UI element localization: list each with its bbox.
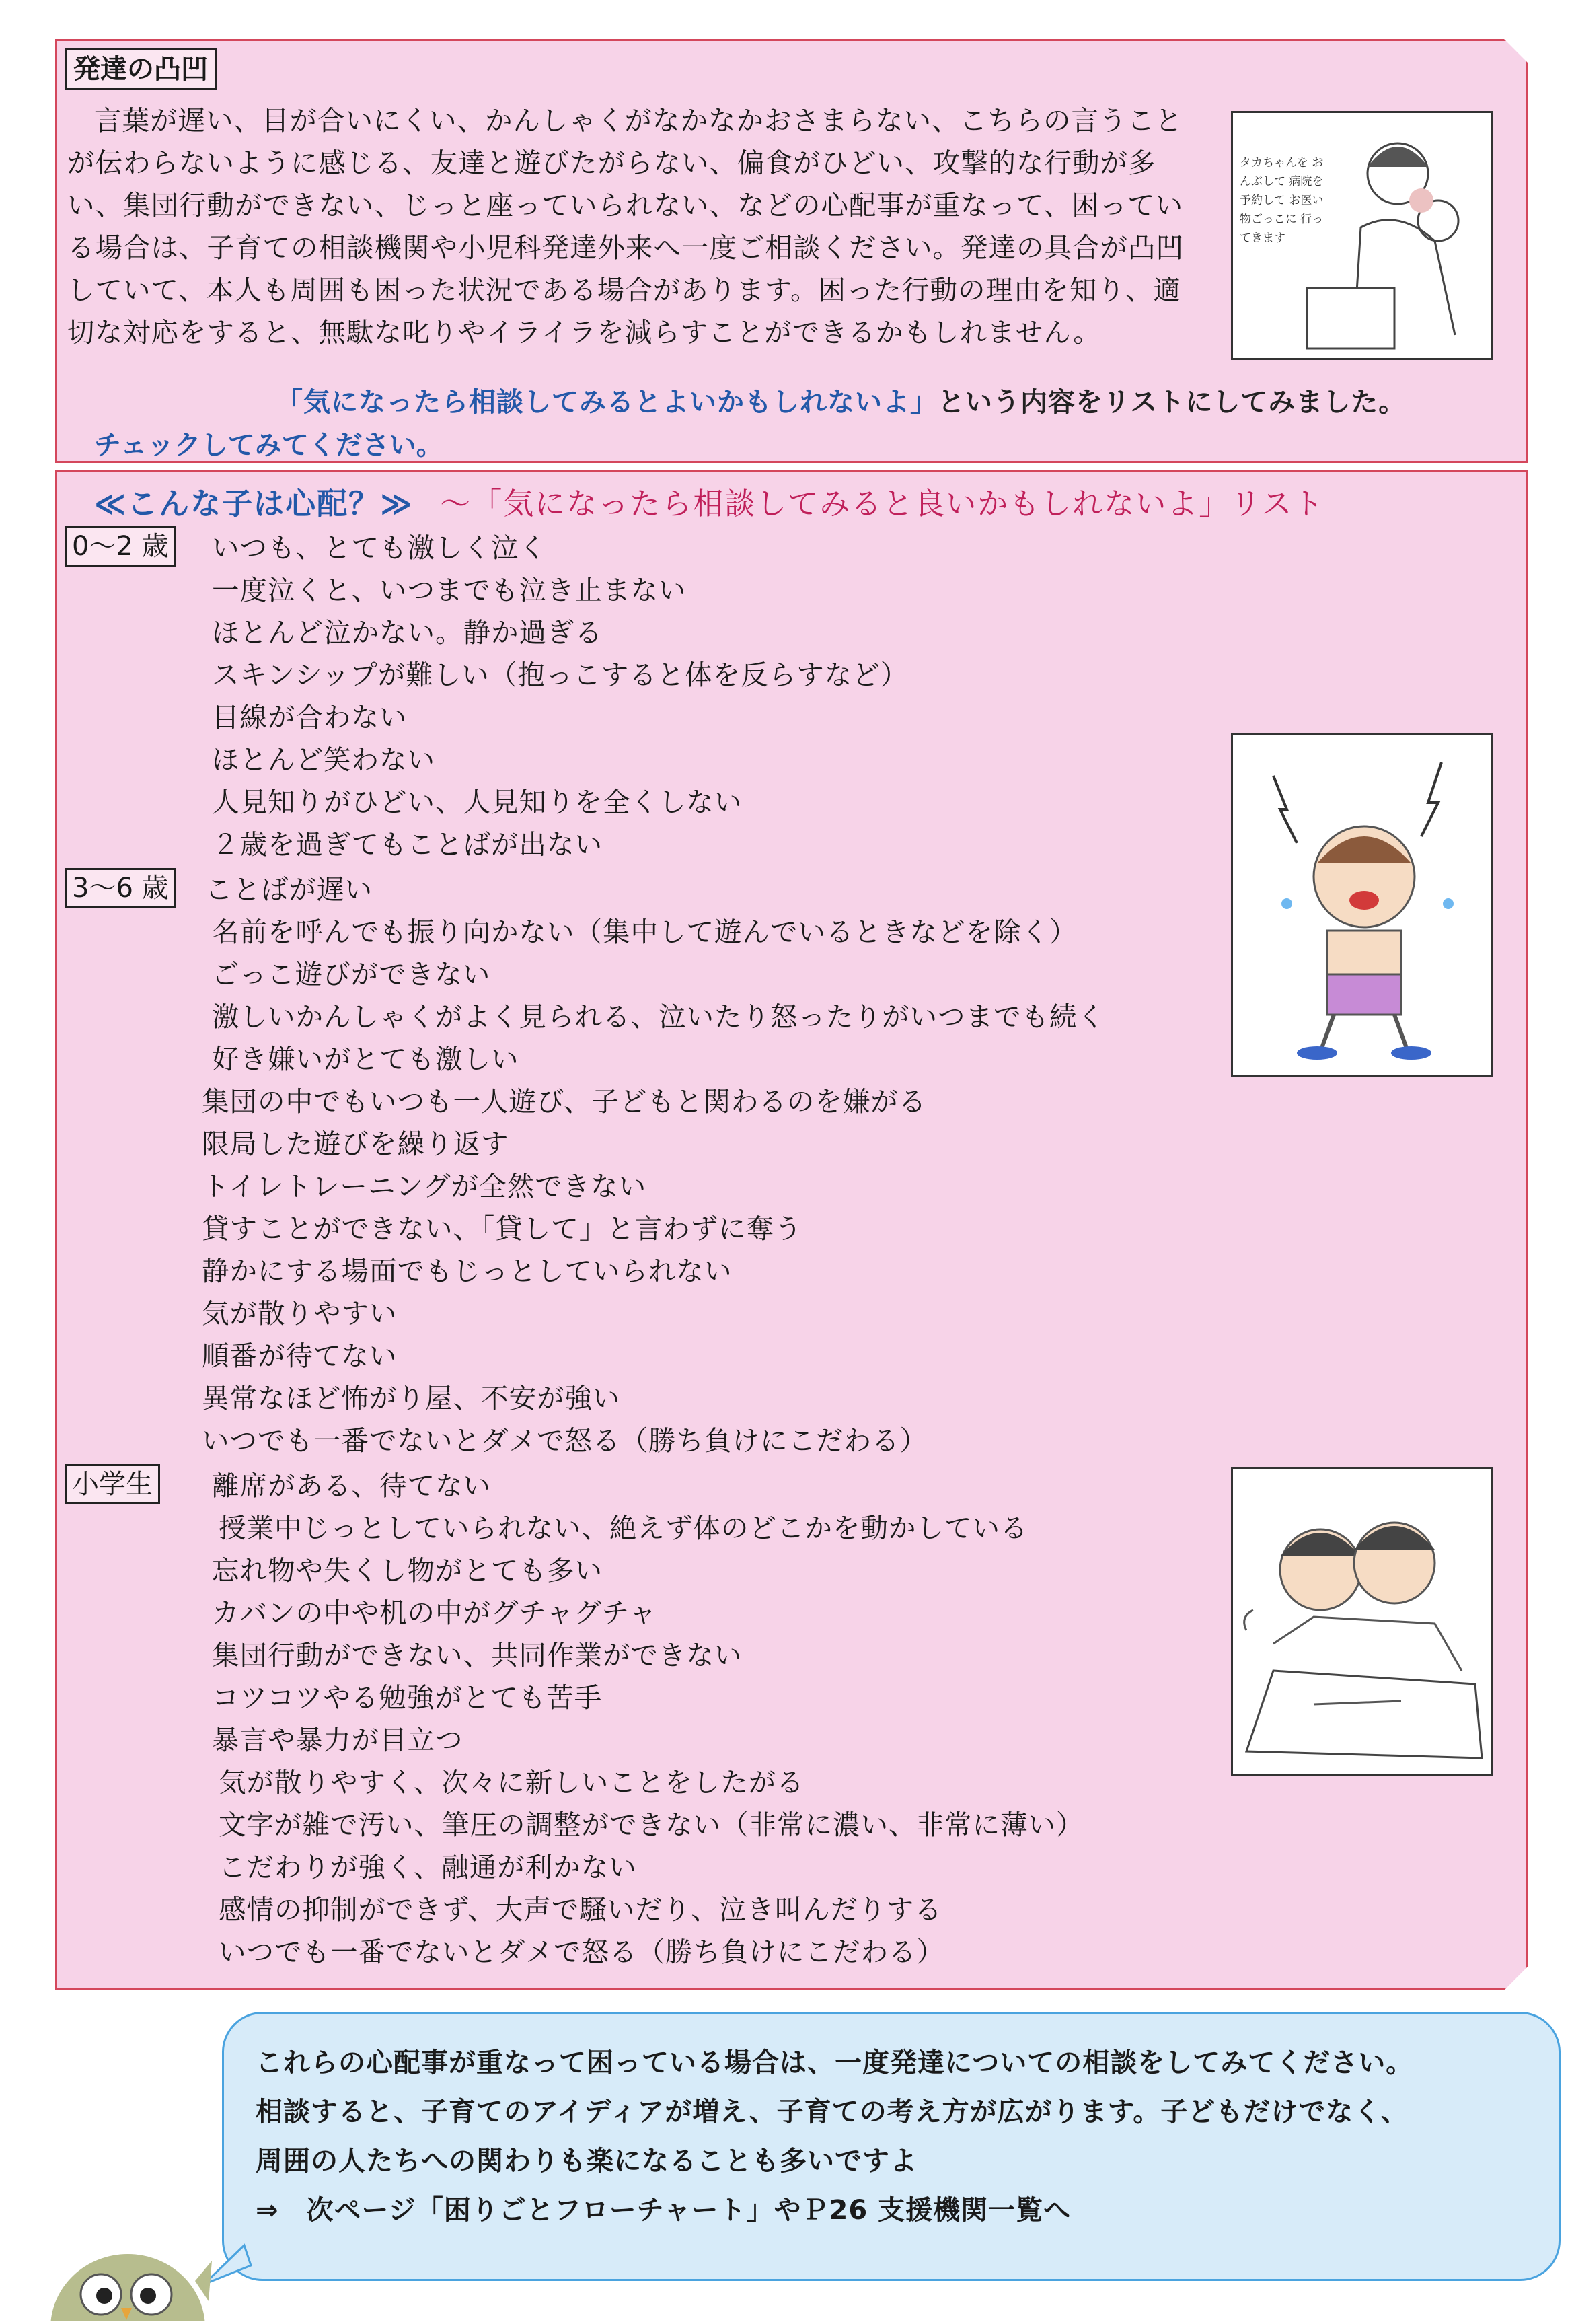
list-item: 一度泣くと、いつまでも泣き止まない [212, 574, 687, 606]
list-item: 貸すことができない、「貸して」と言わずに奪う [202, 1212, 802, 1245]
list-item: 暴言や暴力が目立つ [212, 1724, 463, 1756]
advice-text [256, 2039, 1413, 2235]
list-item: 授業中じっとしていられない、絶えず体のどこかを動かしている [219, 1512, 1028, 1544]
list-item: カバンの中や机の中がグチャグチャ [212, 1597, 657, 1629]
list-item: 忘れ物や失くし物がとても多い [212, 1554, 603, 1587]
intro-paragraph [67, 100, 1204, 354]
age-label-3-6: 3～6 歳 [65, 868, 176, 908]
classroom-illustration [1231, 1467, 1493, 1776]
list-item: 気が散りやすい [202, 1297, 398, 1330]
tantrum-child-illustration [1231, 733, 1493, 1077]
intro-check: チェックしてみてください。 [94, 430, 443, 461]
mother-child-illustration [1231, 111, 1493, 360]
list-item: 集団行動ができない、共同作業ができない [212, 1639, 743, 1671]
list-item: 異常なほど怖がり屋、不安が強い [202, 1382, 621, 1414]
intro-highlight-after: という内容をリストにしてみました。 [938, 387, 1407, 418]
tantrum-child-drawing-icon [1233, 735, 1493, 1077]
list-item: 順番が待てない [202, 1340, 398, 1372]
list-item: ことばが遅い [205, 873, 373, 906]
intro-title: 発達の凸凹 [65, 48, 217, 90]
list-item: スキンシップが難しい（抱っこすると体を反らすなど） [212, 659, 909, 691]
age-label-elementary: 小学生 [65, 1464, 160, 1504]
list-item: いつでも一番でないとダメで怒る（勝ち負けにこだわる） [219, 1936, 944, 1968]
list-item: ほとんど泣かない。静か過ぎる [212, 616, 603, 649]
owl-mascot-icon [40, 2234, 215, 2324]
intro-title-wrap [65, 48, 217, 90]
list-item: 感情の抑制ができず、大声で騒いだり、泣き叫んだりする [219, 1893, 942, 1926]
corner-fold [1504, 1966, 1528, 1990]
age-label-0-2: 0～2 歳 [65, 526, 176, 567]
intro-highlight: 「気になったら相談してみるとよいかもしれないよ」 [276, 387, 938, 418]
list-item: 目線が合わない [212, 701, 408, 733]
illustration-caption: タカちゃんを おんぶして 病院を予約して お医い物ごっこに 行ってきます [1240, 156, 1324, 245]
list-item: ２歳を過ぎてもことばが出ない [212, 828, 603, 861]
list-item: 激しいかんしゃくがよく見られる、泣いたり怒ったりがいつまでも続く [212, 1001, 1105, 1033]
list-item: 離席がある、待てない [212, 1469, 491, 1502]
intro-highlight-line [276, 381, 1406, 419]
list-item: 集団の中でもいつも一人遊び、子どもと関わるのを嫌がる [202, 1085, 927, 1118]
list-item: ごっこ遊びができない [212, 958, 491, 990]
checklist-heading-a: ≪こんな子は心配？≫ [94, 486, 414, 521]
list-item: 静かにする場面でもじっとしていられない [202, 1255, 733, 1287]
list-item: 好き嫌いがとても激しい [212, 1043, 519, 1075]
list-item: 名前を呼んでも振り向かない（集中して遊んでいるときなどを除く） [212, 916, 1078, 948]
list-item: いつも、とても激しく泣く [212, 532, 547, 564]
list-item: コツコツやる勉強がとても苦手 [212, 1681, 603, 1714]
list-item: 人見知りがひどい、人見知りを全くしない [212, 786, 743, 818]
corner-fold [1504, 39, 1528, 63]
intro-text: 言葉が遅い、目が合いにくい、かんしゃくがなかなかおさまらない、こちらの言うことが伝わらないように感じる、友達と遊びたがらない、偏食がひどい、攻撃的な行動が多い、集団行動ができない、じっと座っていられない、などの心配事が重なって、困っている場合は、子育ての相談機関や小児科発達外来へ一度ご相談ください。発達の具合が凸凹していて、本人も周囲も困った状況である場合があります。困った行動の理由を知り、適切な対応をすると、無駄な叱りやイライラを減らすことができるかもしれません。 [67, 104, 1184, 349]
advice-line-1: これらの心配事が重なって困っている場合は、一度発達についての相談をしてみてください。 [256, 2047, 1414, 2078]
advice-line-2: 相談すると、子育てのアイディアが増え、子育ての考え方が広がります。子どもだけでなく、 [256, 2097, 1409, 2128]
advice-line-3: 周囲の人たちへの関わりも楽になることも多いですよ [256, 2146, 918, 2177]
classroom-drawing-icon [1233, 1469, 1493, 1776]
list-item: 文字が雑で汚い、筆圧の調整ができない（非常に濃い、非常に薄い） [219, 1809, 1084, 1841]
list-item: 限局した遊びを繰り返す [202, 1128, 509, 1160]
list-item: 気が散りやすく、次々に新しいことをしたがる [219, 1766, 804, 1799]
list-item: ほとんど笑わない [212, 743, 435, 776]
list-item: トイレトレーニングが全然できない [202, 1170, 647, 1202]
checklist-heading [94, 479, 1324, 523]
list-item: こだわりが強く、融通が利かない [219, 1851, 637, 1883]
list-item: いつでも一番でないとダメで怒る（勝ち負けにこだわる） [202, 1424, 928, 1457]
advice-line-4: ⇒ 次ページ「困りごとフローチャート」やＰ26 支援機関一覧へ [256, 2195, 1072, 2226]
checklist-heading-b: ～「気になったら相談してみると良いかもしれないよ」リスト [440, 486, 1325, 521]
